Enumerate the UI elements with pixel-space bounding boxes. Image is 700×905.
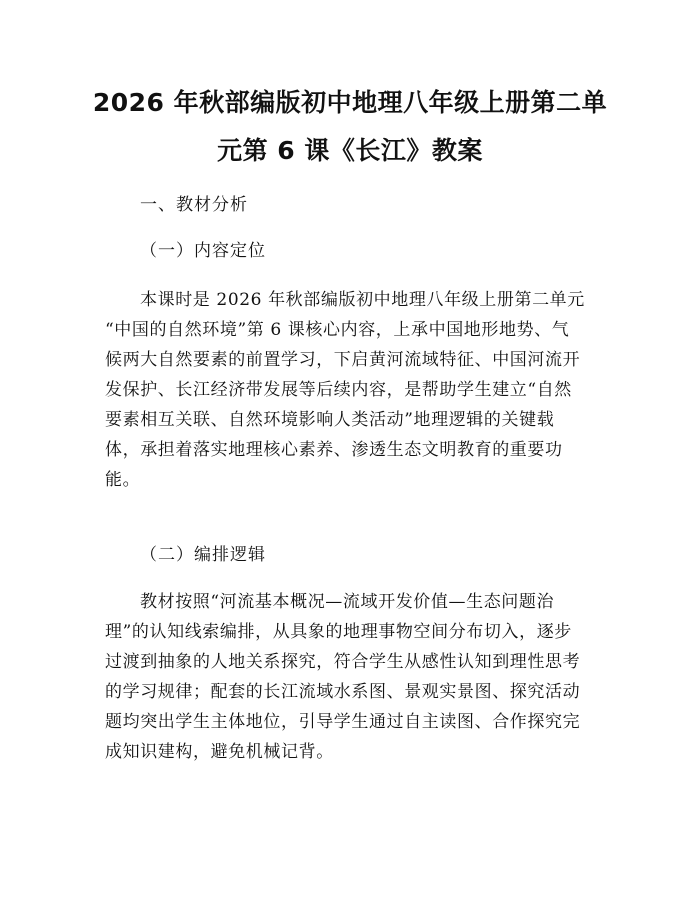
paragraph-line: 过渡到抽象的人地关系探究，符合学生从感性认知到理性思考 — [105, 652, 581, 672]
document-title-line-2: 元第 6 课《长江》教案 — [217, 136, 483, 165]
subsection-heading-arrangement-logic: （二）编排逻辑 — [140, 545, 266, 565]
paragraph-line: 要素相互关联、自然环境影响人类活动”地理逻辑的关键载 — [105, 410, 555, 430]
document-title-line-1: 2026 年秋部编版初中地理八年级上册第二单 — [92, 88, 608, 117]
paragraph-line: 的学习规律；配套的长江流域水系图、景观实景图、探究活动 — [105, 682, 581, 702]
paragraph-line: 发保护、长江经济带发展等后续内容，是帮助学生建立“自然 — [105, 380, 572, 400]
paragraph-line: 成知识建构，避免机械记背。 — [105, 742, 334, 762]
paragraph-line: 体，承担着落实地理核心素养、渗透生态文明教育的重要功 — [105, 440, 563, 460]
paragraph-line: “中国的自然环境”第 6 课核心内容，上承中国地形地势、气 — [105, 320, 570, 340]
subsection-heading-content-positioning: （一）内容定位 — [140, 241, 266, 261]
paragraph-line: 能。 — [105, 470, 141, 490]
paragraph-line: 本课时是 2026 年秋部编版初中地理八年级上册第二单元 — [140, 290, 585, 310]
paragraph-line: 候两大自然要素的前置学习，下启黄河流域特征、中国河流开 — [105, 350, 581, 370]
paragraph-line: 题均突出学生主体地位，引导学生通过自主读图、合作探究完 — [105, 712, 581, 732]
section-heading-materials-analysis: 一、教材分析 — [140, 195, 248, 215]
paragraph-line: 教材按照“河流基本概况—流域开发价值—生态问题治 — [140, 592, 555, 612]
paragraph-line: 理”的认知线索编排，从具象的地理事物空间分布切入，逐步 — [105, 622, 572, 642]
